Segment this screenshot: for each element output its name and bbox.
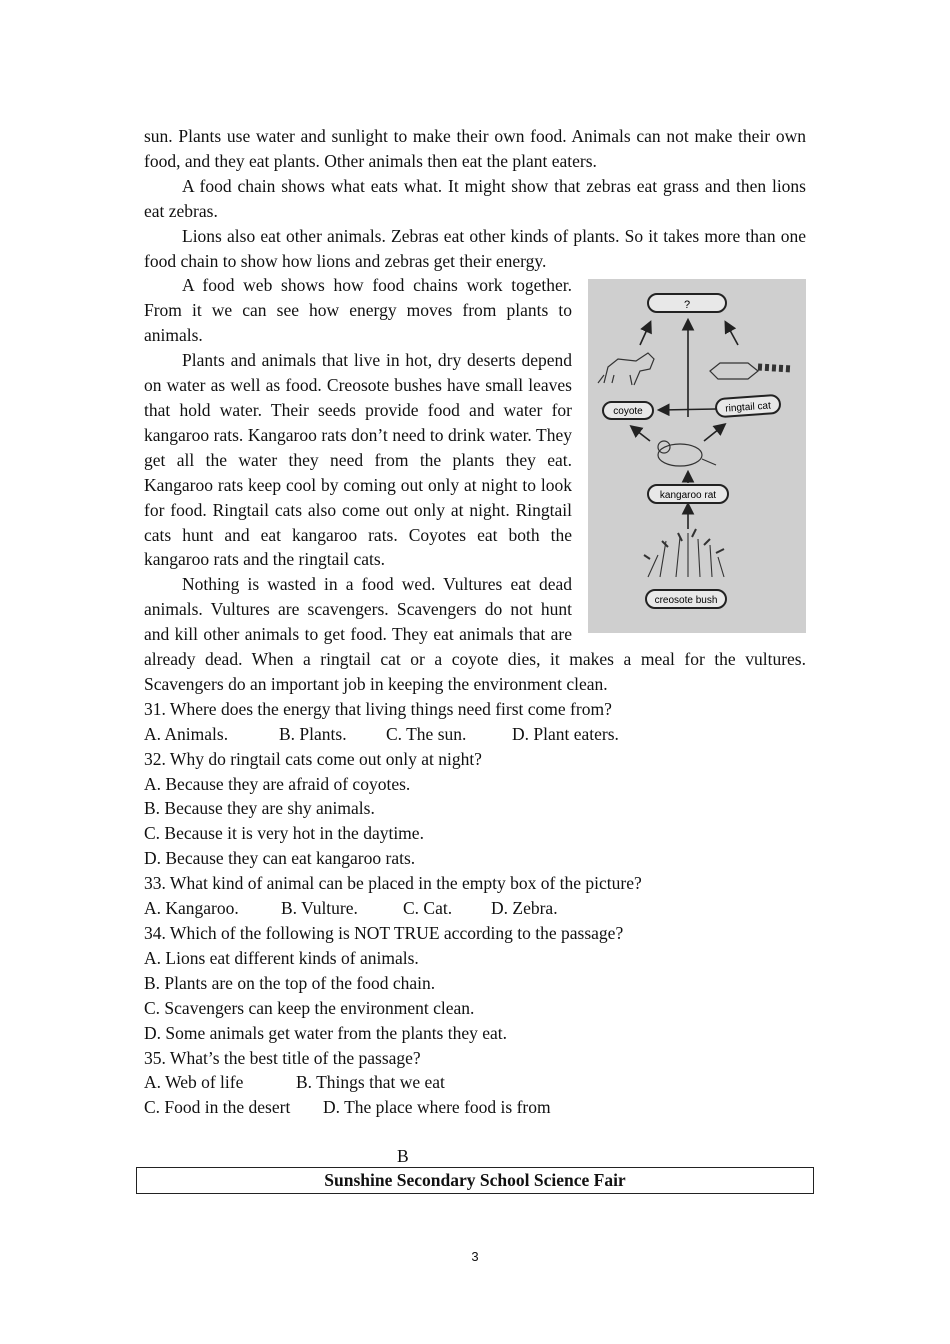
question-text: 31. Where does the energy that living things need first come from? [144, 698, 612, 719]
reading-passage [144, 124, 806, 1120]
option-a: A. Animals. [144, 723, 229, 744]
option-b: B. Vulture. [281, 898, 358, 919]
kangaroo-rat-label: kangaroo rat [659, 490, 717, 502]
question-32 [144, 747, 806, 872]
option-c: C. Scavengers can keep the environment clean. [144, 997, 475, 1018]
option-a: A. Because they are afraid of coyotes. [144, 773, 411, 794]
question-text: 35. What’s the best title of the passage? [144, 1047, 421, 1068]
option-a: A. Kangaroo. [144, 898, 239, 919]
creosote-bush-drawing [644, 529, 724, 577]
question-34 [144, 921, 806, 1046]
option-b: B. Plants. [279, 723, 347, 744]
option-d: D. Zebra. [491, 898, 558, 919]
options-row [144, 1095, 806, 1120]
option-d: D. Some animals get water from the plants they eat. [144, 1022, 508, 1043]
option-a: A. Web of life [144, 1072, 244, 1093]
question-35 [144, 1046, 806, 1121]
passage-paragraph-2: A food chain shows what eats what. It might show that zebras eat grass and then lions eat zebras. [144, 175, 806, 221]
kangaroo-rat-drawing [658, 441, 716, 466]
option-d: D. Plant eaters. [512, 723, 619, 744]
question-text: 34. Which of the following is NOT TRUE according to the passage? [144, 923, 624, 943]
question-text: 32. Why do ringtail cats come out only at night? [144, 748, 482, 769]
coyote-label: coyote [613, 406, 643, 418]
option-d: D. Because they can eat kangaroo rats. [144, 848, 416, 869]
passage-paragraph-3: Lions also eat other animals. Zebras eat other kinds of plants. So it takes more than one food chain to show how lions and zebras get their energy. [144, 225, 806, 271]
ringtail-label: ringtail cat [724, 400, 772, 416]
option-c: C. Because it is very hot in the daytime. [144, 823, 424, 844]
passage-paragraph-4: A food web shows how food chains work together. From it we can see how energy moves from plants to animals. [144, 275, 572, 346]
options-row [144, 722, 806, 747]
passage-paragraph-1: sun. Plants use water and sunlight to make their own food. Animals can not make their own food, and they eat plants. Other animals then eat the plant eaters. [144, 126, 806, 171]
option-d: D. The place where food is from [323, 1097, 551, 1118]
section-letter: B [397, 1146, 409, 1166]
food-web-figure [588, 279, 806, 633]
ringtail-drawing [710, 363, 792, 379]
passage-paragraph-5: Plants and animals that live in hot, dry deserts depend on water as well as food. Creosote bushes have small leaves that hold water. Their seeds provide food and water for kangaroo rats. Kangaroo rats don’t need to drink water. They get all the water they need from the plants they eat. Kangaroo rats keep cool by coming out only at night to look for food. Ringtail cats also come out only at night. Ringtail cats hunt and eat kangaroo rats. Coyotes eat both the kangaroo rats and the ringtail cats. [144, 350, 572, 570]
option-c: C. Cat. [403, 898, 453, 919]
option-c: C. The sun. [386, 723, 467, 744]
passage-paragraph-6: Nothing is wasted in a food wed. Vultures eat dead animals. Vultures are scavengers. Scavengers do not hunt and kill other animals to get food. They eat animals that are already dead. When a ringtail cat or a coyote dies, it makes a meal for the vultures. Scavengers do an important job in keeping the environment clean. [144, 574, 806, 694]
question-33 [144, 871, 806, 921]
option-a: A. Lions eat different kinds of animals. [144, 947, 419, 968]
creosote-bush-label: creosote bush [654, 595, 718, 607]
option-b: B. Things that we eat [296, 1072, 445, 1093]
option-b: B. Plants are on the top of the food chain. [144, 972, 436, 993]
empty-box-label: ? [683, 299, 691, 312]
question-31 [144, 697, 806, 747]
science-fair-title-box: Sunshine Secondary School Science Fair [136, 1167, 814, 1194]
question-text: 33. What kind of animal can be placed in the empty box of the picture? [144, 873, 642, 894]
page-number: 3 [471, 1249, 479, 1264]
options-row [144, 896, 806, 921]
coyote-drawing [598, 353, 654, 385]
options-row [144, 1070, 806, 1095]
option-b: B. Because they are shy animals. [144, 798, 375, 819]
option-c: C. Food in the desert [144, 1097, 291, 1118]
